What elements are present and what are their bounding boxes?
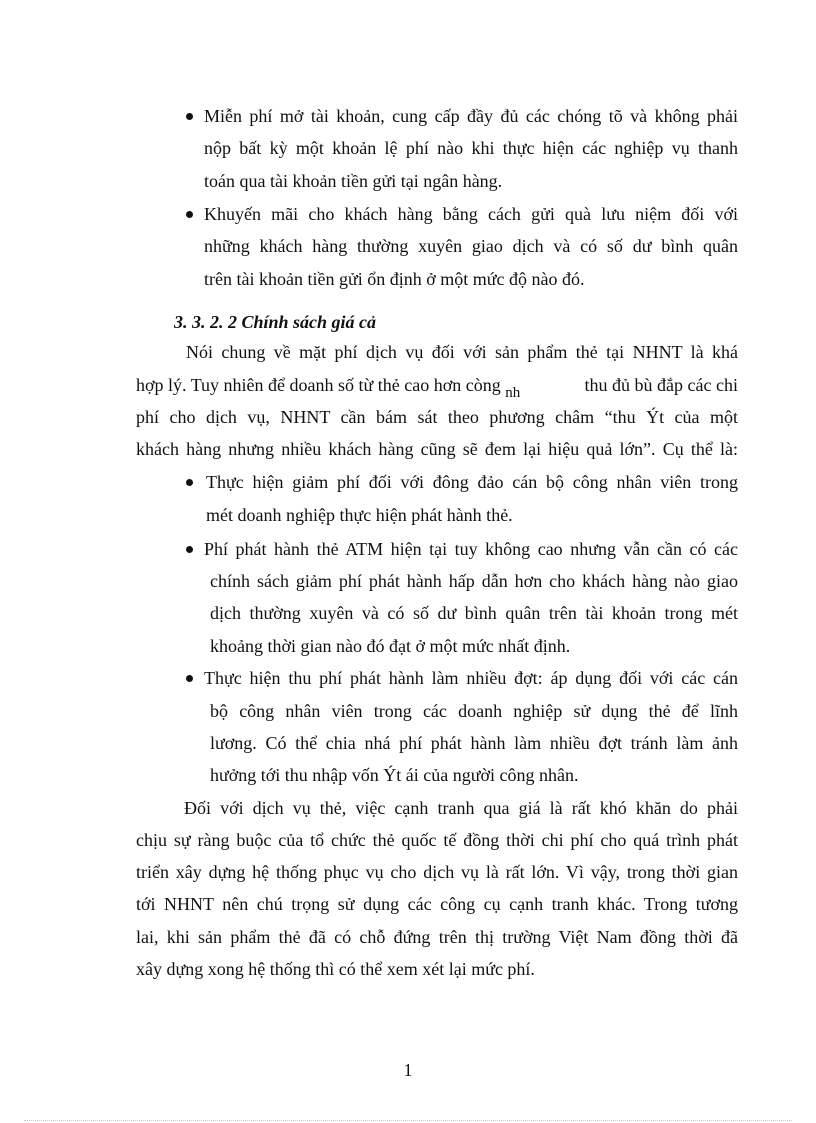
bullet-dot-icon [186, 675, 193, 682]
paragraph-line: khách hàng nhưng nhiều khách hàng cũng sẽ đem lại hiệu quả lớn”. Cụ thể là: [136, 439, 738, 459]
bullet-line: Thực hiện thu phí phát hành làm nhiều đợt: áp dụng đối với các cán [204, 668, 738, 688]
bullet-dot-icon [186, 211, 193, 218]
bullet-line: bộ công nhân viên trong các doanh nghiệp sử dụng thẻ để lĩnh [210, 701, 738, 721]
bullet-dot-icon [186, 546, 193, 553]
paragraph-subscript: nh [505, 385, 521, 401]
bullet-line: những khách hàng thường xuyên giao dịch và có số dư bình quân [204, 236, 738, 256]
bullet-line: toán qua tài khoản tiền gửi tại ngân hàng. [204, 171, 503, 191]
paragraph-line: xây dựng xong hệ thống thì có thể xem xét lại mức phí. [136, 959, 535, 979]
bullet-dot-icon [186, 113, 193, 120]
bullet-line: khoảng thời gian nào đó đạt ở một mức nhất định. [210, 636, 571, 656]
bullet-line: trên tài khoản tiền gửi ổn định ở một mức độ nào đó. [204, 269, 585, 289]
paragraph-line: phí cho dịch vụ, NHNT cần bám sát theo phương châm “thu Ýt của một [136, 407, 738, 427]
bullet-line: Khuyến mãi cho khách hàng bằng cách gửi quà lưu niệm đối với [204, 204, 738, 224]
paragraph-line [136, 373, 738, 399]
section-heading: 3. 3. 2. 2 Chính sách giá cả [174, 312, 377, 332]
bullet-line: lương. Có thể chia nhá phí phát hành làm nhiều đợt tránh làm ảnh [210, 733, 738, 753]
page-number: 1 [403, 1060, 413, 1080]
bullet-line: chính sách giảm phí phát hành hấp dẫn hơn cho khách hàng nào giao [210, 571, 738, 591]
paragraph-line: Đối với dịch vụ thẻ, việc cạnh tranh qua giá là rất khó khăn do phải [184, 798, 738, 818]
paragraph-line: tới NHNT nên chú trọng sử dụng các công cụ cạnh tranh khác. Trong tương [136, 894, 738, 914]
bullet-dot-icon [186, 479, 193, 486]
bullet-line: mét doanh nghiệp thực hiện phát hành thẻ. [206, 505, 513, 525]
paragraph-line: chịu sự ràng buộc của tổ chức thẻ quốc tế đồng thời chi phí cho quá trình phát [136, 830, 738, 850]
page-bottom-divider [24, 1120, 792, 1121]
paragraph-text: hợp lý. Tuy nhiên để doanh số từ thẻ cao hơn còng [136, 375, 501, 395]
paragraph-line: triển xây dựng hệ thống phục vụ cho dịch vụ là rất lớn. Vì vậy, trong thời gian [136, 862, 738, 882]
bullet-line: dịch thường xuyên và có số dư bình quân trên tài khoản trong mét [210, 603, 738, 623]
bullet-line: Phí phát hành thẻ ATM hiện tại tuy không cao nhưng vẫn cần có các [204, 539, 738, 559]
bullet-line: Thực hiện giảm phí đối với đông đảo cán bộ công nhân viên trong [206, 472, 738, 492]
paragraph-text: thu đủ bù đắp các chi [584, 375, 738, 395]
paragraph-line: lai, khi sản phẩm thẻ đã có chỗ đứng trên thị trường Việt Nam đồng thời đã [136, 927, 738, 947]
paragraph-line: Nói chung về mặt phí dịch vụ đối với sản phẩm thẻ tại NHNT là khá [186, 342, 738, 362]
bullet-line: Miễn phí mở tài khoản, cung cấp đầy đủ các chóng tõ và không phải [204, 106, 738, 126]
bullet-line: nộp bất kỳ một khoản lệ phí nào khi thực hiện các nghiệp vụ thanh [204, 138, 738, 158]
bullet-line: hưởng tới thu nhập vốn Ýt ái của người công nhân. [210, 765, 579, 785]
